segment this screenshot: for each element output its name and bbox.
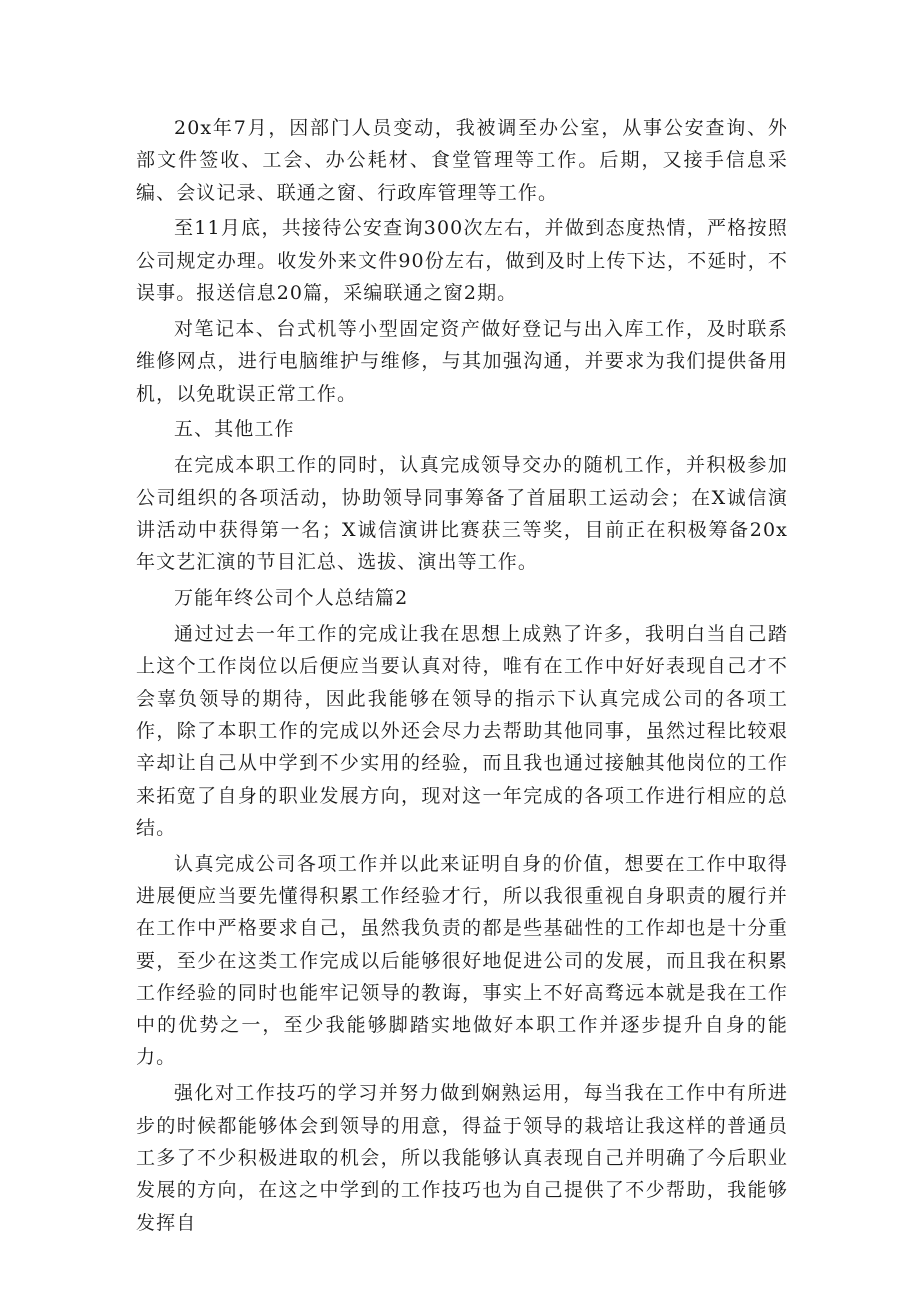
paragraph-work-skills: 强化对工作技巧的学习并努力做到娴熟运用，每当我在工作中有所进步的时候都能够体会到领导的用意，得益于领导的栽培让我这样的普通员工多了不少积极进取的机会，所以我能够认真表现自己并明确了今后职业发展的方向，在这之中学到的工作技巧也为自己提供了不少帮助，我能够发挥自 <box>136 1082 788 1234</box>
paragraph-other-work: 在完成本职工作的同时，认真完成领导交办的随机工作，并积极参加公司组织的各项活动，协助领导同事筹备了首届职工运动会；在X诚信演讲活动中获得第一名；X诚信演讲比赛获三等奖，目前正在积极筹备20x年文艺汇演的节目汇总、选拔、演出等工作。 <box>136 454 788 574</box>
section-heading-other-work: 五、其他工作 <box>174 418 295 441</box>
paragraph-summary-intro: 通过过去一年工作的完成让我在思想上成熟了许多，我明白当自己踏上这个工作岗位以后便应当要认真对待，唯有在工作中好好表现自己才不会辜负领导的期待，因此我能够在领导的指示下认真完成公司的各项工作，除了本职工作的完成以外还会尽力去帮助其他同事，虽然过程比较艰辛却让自己从中学到不少实用的经验，而且我也通过接触其他岗位的工作来拓宽了自身的职业发展方向，现对这一年完成的各项工作进行相应的总结。 <box>136 623 788 839</box>
paragraph-complete-tasks: 认真完成公司各项工作并以此来证明自身的价值，想要在工作中取得进展便应当要先懂得积累工作经验才行，所以我很重视自身职责的履行并在工作中严格要求自己，虽然我负责的都是些基础性的工作却也是十分重要，至少在这类工作完成以后能够很好地促进公司的发展，而且我在积累工作经验的同时也能牢记领导的教诲，事实上不好高骛远本就是我在工作中的优势之一，至少我能够脚踏实地做好本职工作并逐步提升自身的能力。 <box>136 852 788 1069</box>
paragraph-transfer-to-office: 20x年7月，因部门人员变动，我被调至办公室，从事公安查询、外部文件签收、工会、办公耗材、食堂管理等工作。后期，又接手信息采编、会议记录、联通之窗、行政库管理等工作。 <box>136 117 788 204</box>
document-body <box>136 112 788 1242</box>
paragraph-november-statistics: 至11月底，共接待公安查询300次左右，并做到态度热情，严格按照公司规定办理。收发外来文件90份左右，做到及时上传下达，不延时，不误事。报送信息20篇，采编联通之窗2期。 <box>136 217 788 305</box>
paragraph-fixed-assets: 对笔记本、台式机等小型固定资产做好登记与出入库工作，及时联系维修网点，进行电脑维护与维修，与其加强沟通，并要求为我们提供备用机，以免耽误正常工作。 <box>136 317 788 405</box>
article-title-summary-2: 万能年终公司个人总结篇2 <box>174 587 409 610</box>
